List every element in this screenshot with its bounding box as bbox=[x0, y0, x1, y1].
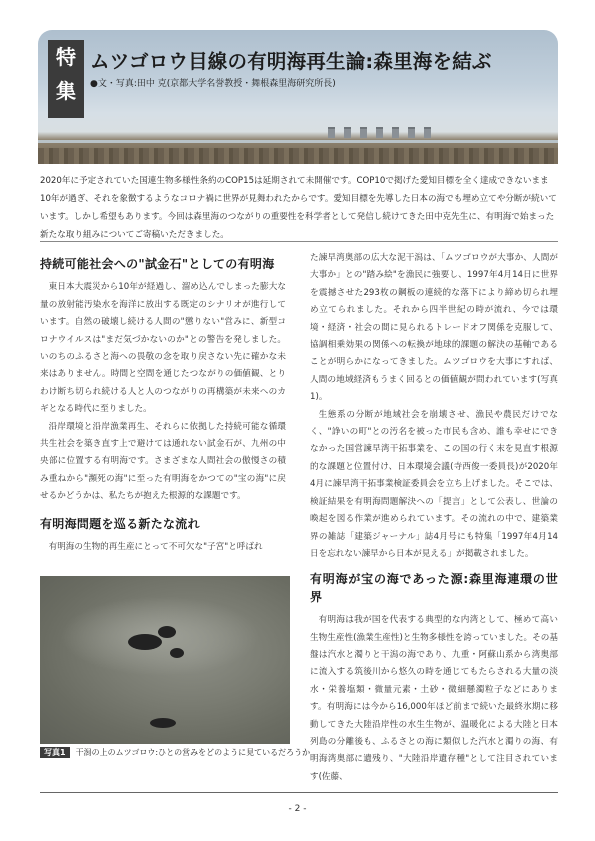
mudskipper-shape bbox=[150, 718, 176, 728]
mudskipper-shape bbox=[128, 634, 162, 650]
article-title: ムツゴロウ目線の有明海再生論:森里海を結ぶ bbox=[90, 50, 492, 73]
feature-tag: 特集 bbox=[48, 40, 84, 118]
paragraph: た諫早湾奥部の広大な泥干潟は、「ムツゴロウが大事か、人間が大事か」との"踏み絵"を漁民に強要し、1997年4月14日に世界を震撼させた293枚の鋼板の連続的な落下により締め切られ埋め立てられました。それから四半世紀の時が流れ、今では環境・経済・社会の間に見られるトレードオフ関係を克服して、協調相乗効果の関係への転換が地球的課題の解決の基軸であることが明らかになってきました。ムツゴロウを大事にすれば、人間の地域経済もうまく回るとの価値観が問われています(写真1)。 bbox=[310, 253, 558, 403]
footer-rule bbox=[40, 792, 558, 793]
paragraph: 有明海の生物的再生産にとって不可欠な"子宮"と呼ばれ bbox=[48, 542, 263, 553]
paragraph: 東日本大震災から10年が経過し、溜め込んでしまった膨大な量の放射能汚染水を海洋に放出する既定のシナリオが進行しています。自然の破壊し続ける人間の"懲りない"営みに、新型コロナウイルスは"まだ気づかないのか"との警告を発しました。いのちのふるさと海への畏敬の念を取り戻さない先に確かな未来はありません。時間と空間を通じたつながりの価値観、とりわけ断ち切られ続ける人と人のつながりの再構築が未来へのカギとなる時代に至りました。 bbox=[40, 282, 286, 415]
section-heading-1: 持続可能社会への"試金石"としての有明海 bbox=[40, 257, 275, 271]
caption-text: 干潟の上のムツゴロウ:ひとの営みをどのように見ているだろうか bbox=[75, 748, 311, 757]
gate-structures bbox=[328, 128, 448, 138]
photo-mudskipper bbox=[40, 576, 290, 744]
intro-lead: 2020年に予定されていた国連生物多様性条約のCOP15は延期されて未開催です。COP10で掲げた愛知目標を全く達成できないまま10年が過ぎ、それを象徴するようなコロナ禍に世界が見舞われたからです。愛知目標を先導した日本の海でも埋め立てや分断が続いています。しかし希望もあります。今回は森里海のつながりの重要性を科学者として発信し続けてきた田中克先生に、有明海で始まった新たな取り組みについてご寄稿いただきました。 bbox=[40, 176, 557, 240]
section-heading-2: 有明海問題を巡る新たな流れ bbox=[40, 516, 200, 531]
photo-caption bbox=[40, 747, 340, 758]
divider bbox=[40, 241, 558, 242]
paragraph: 生態系の分断が地域社会を崩壊させ、漁民や農民だけでなく、"諍いの町"との汚名を被った市民も含め、誰も幸せにできなかった国営諫早湾干拓事業を、この国の行く末を見直す根源的な課題と位置付け、日本環境会議(寺西俊一委員長)が2020年4月に諫早湾干拓事業検証委員会を立ち上げました。そこでは、検証結果を有明海問題解決への「提言」として公表し、世論の喚起を図る作業が進められています。その流れの中で、建築業界の雑誌「建築ジャーナル」誌4月号にも特集「1997年4月14日を忘れない諫早から日本が見える」が掲載されました。 bbox=[310, 409, 558, 559]
page-number: - 2 - bbox=[288, 804, 307, 814]
paragraph: 有明海は我が国を代表する典型的な内湾として、極めて高い生物生産性(漁業生産性)と生物多様性を誇っていました。その基盤は汽水と濁りと干潟の海であり、九重・阿蘇山系から湾奥部に流入する筑後川から悠久の時を通じてもたらされる大量の淡水・栄養塩類・微量元素・土砂・微細懸濁粒子などにあります。有明海には今から16,000年ほど前まで続いた最終氷期に移動してきた大陸沿岸性の水生生物が、温暖化による大陸と日本列島の分離後も、ふるさとの海に類似した汽水と濁りの海、有明海湾奥部に遺残り、"大陸沿岸遺存種"として注目されています(佐藤、 bbox=[310, 615, 558, 782]
left-column bbox=[40, 256, 286, 557]
photo-tag: 写真1 bbox=[40, 747, 70, 758]
mudskipper-shape bbox=[158, 626, 176, 638]
mudskipper-shape bbox=[170, 648, 184, 658]
title-banner bbox=[38, 30, 558, 164]
byline: ●文・写真:田中 克(京都大学名誉教授・舞根森里海研究所長) bbox=[90, 79, 336, 89]
section-heading-3: 有明海が宝の海であった源:森里海連環の世界 bbox=[310, 572, 558, 604]
horizon bbox=[38, 140, 558, 143]
paragraph: 沿岸環境と沿岸漁業再生、それらに依拠した持続可能な循環共生社会を築き直す上で避けては通れない試金石が、九州の中央部に位置する有明海です。さまざまな人間社会の傲慢さの積み重ねから"瀕死の海"に至った有明海をかつての"宝の海"に戻せるかどうかは、私たちが抱えた根源的な課題です。 bbox=[40, 421, 286, 502]
tidal-flat bbox=[38, 148, 558, 164]
right-column bbox=[310, 250, 558, 786]
